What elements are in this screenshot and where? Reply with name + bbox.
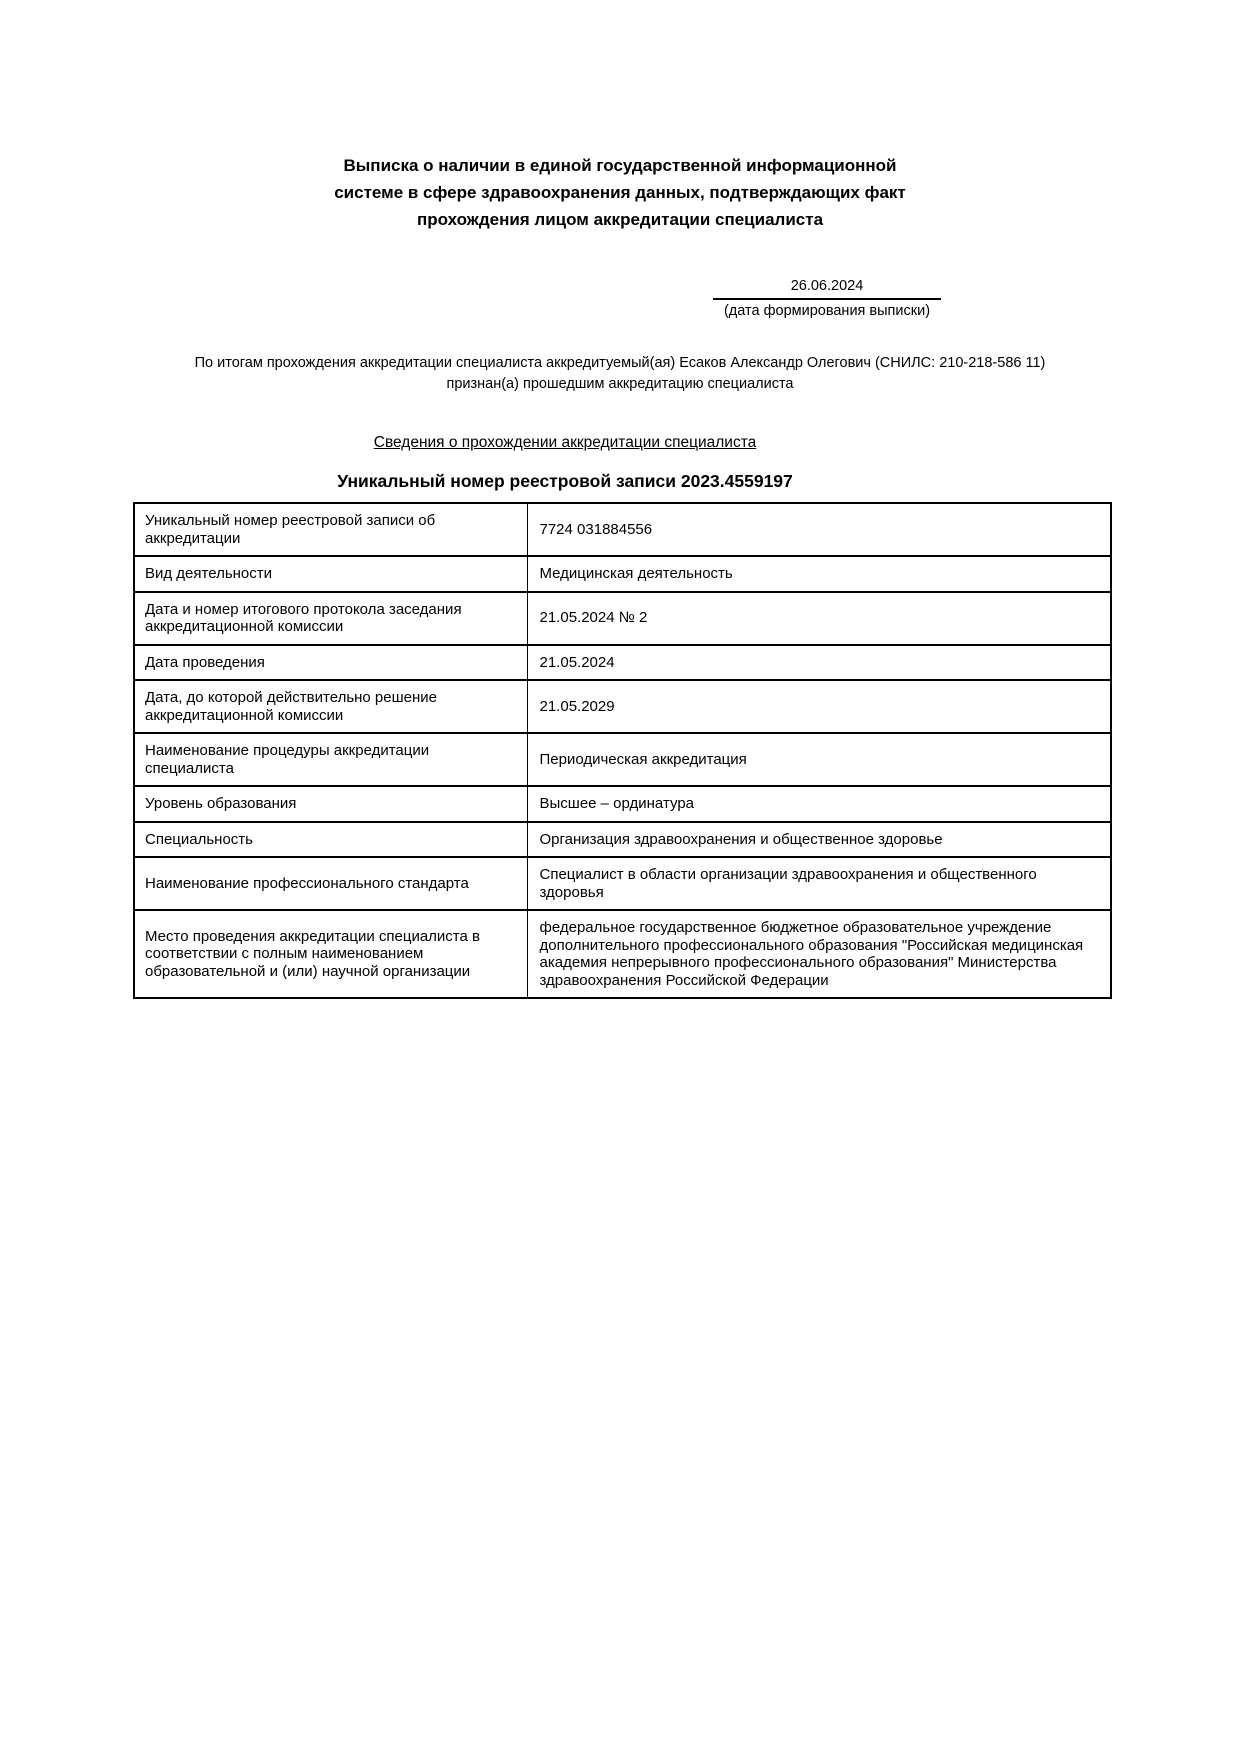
field-label: Специальность [134, 822, 527, 858]
table-row [134, 910, 1111, 998]
field-value: Медицинская деятельность [527, 556, 1111, 592]
field-label: Место проведения аккредитации специалиста в соответствии с полным наименованием образовательной и (или) научной организации [134, 910, 527, 998]
table-row [134, 822, 1111, 858]
table-row [134, 733, 1111, 786]
field-label: Наименование процедуры аккредитации специалиста [134, 733, 527, 786]
intro-line: По итогам прохождения аккредитации специалиста аккредитуемый(ая) Есаков Александр Олегович (СНИЛС: 210-218-586 11) [194, 355, 1046, 371]
document-title-line: системе в сфере здравоохранения данных, подтверждающих факт [334, 183, 906, 202]
field-value: федеральное государственное бюджетное образовательное учреждение дополнительного профессионального образования "Российская медицинская академия непрерывного профессионального образования" Министерства здравоохранения Российской Федерации [527, 910, 1111, 998]
field-value: 7724 031884556 [527, 503, 1111, 556]
issue-date-value: 26.06.2024 [713, 277, 941, 300]
document-title-line: Выписка о наличии в единой государственной информационной [343, 156, 897, 175]
table-row [134, 645, 1111, 681]
field-value: 21.05.2024 [527, 645, 1111, 681]
accreditation-details-table [133, 502, 1112, 999]
issue-date-block [662, 277, 992, 321]
field-value: Организация здравоохранения и общественное здоровье [527, 822, 1111, 858]
table-row [134, 857, 1111, 910]
table-row [134, 556, 1111, 592]
table-row [134, 786, 1111, 822]
field-value: Периодическая аккредитация [527, 733, 1111, 786]
section-heading: Сведения о прохождении аккредитации специалиста [373, 434, 757, 451]
field-value: Высшее – ординатура [527, 786, 1111, 822]
field-label: Уникальный номер реестровой записи об аккредитации [134, 503, 527, 556]
field-value: Специалист в области организации здравоохранения и общественного здоровья [527, 857, 1111, 910]
issue-date-caption: (дата формирования выписки) [723, 303, 931, 319]
field-label: Дата и номер итогового протокола заседания аккредитационной комиссии [134, 592, 527, 645]
field-label: Вид деятельности [134, 556, 527, 592]
table-row [134, 592, 1111, 645]
document-title [0, 152, 1240, 233]
field-label: Дата, до которой действительно решение аккредитационной комиссии [134, 680, 527, 733]
field-label: Уровень образования [134, 786, 527, 822]
field-label: Дата проведения [134, 645, 527, 681]
intro-line: признан(а) прошедшим аккредитацию специалиста [446, 376, 794, 392]
document-title-line: прохождения лицом аккредитации специалиста [416, 210, 824, 229]
field-value: 21.05.2029 [527, 680, 1111, 733]
field-label: Наименование профессионального стандарта [134, 857, 527, 910]
table-row [134, 503, 1111, 556]
field-value: 21.05.2024 № 2 [527, 592, 1111, 645]
intro-paragraph [0, 353, 1240, 395]
registry-number-heading: Уникальный номер реестровой записи 2023.4559197 [337, 471, 793, 491]
table-row [134, 680, 1111, 733]
